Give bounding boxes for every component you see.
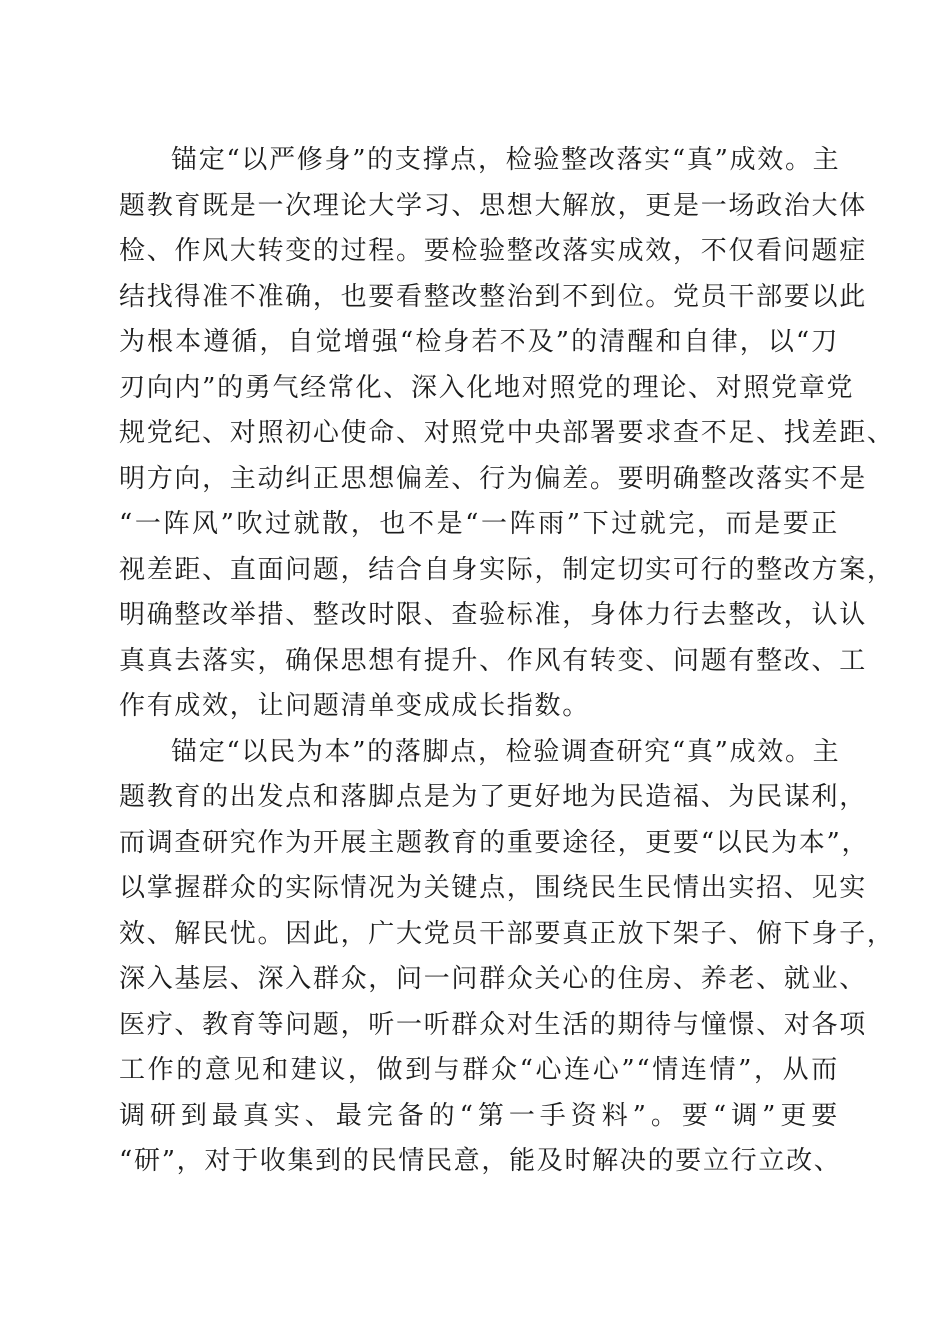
text-line: 锚定“以严修身”的支撑点，检验整改落实“真”成效。主 (171, 145, 841, 175)
text-line: 刃向内”的勇气经常化、深入化地对照党的理论、对照党章党 (119, 372, 855, 403)
document-body (119, 138, 895, 1185)
text-line: 真真去落实，确保思想有提升、作风有转变、问题有整改、工 (119, 645, 867, 676)
text-line: 视差距、直面问题，结合自身实际，制定切实可行的整改方案， (119, 554, 895, 585)
text-line: 作有成效，让问题清单变成成长指数。 (119, 691, 590, 721)
text-line: 深入基层、深入群众，问一问群众关心的住房、养老、就业、 (119, 964, 867, 994)
text-line: 题教育既是一次理论大学习、思想大解放，更是一场政治大体 (119, 190, 867, 221)
text-line: “一阵风”吹过就散，也不是“一阵雨”下过就完，而是要正 (119, 509, 839, 539)
text-line: 题教育的出发点和落脚点是为了更好地为民造福、为民谋利， (119, 782, 867, 812)
paragraph-2 (119, 730, 895, 1185)
text-line: 明方向，主动纠正思想偏差、行为偏差。要明确整改落实不是 (119, 463, 867, 494)
text-line: 而调查研究作为开展主题教育的重要途径，更要“以民为本”， (119, 827, 870, 858)
text-line: 以掌握群众的实际情况为关键点，围绕民生民情出实招、见实 (119, 873, 867, 903)
text-line: “研”，对于收集到的民情民意，能及时解决的要立行立改、 (119, 1146, 842, 1176)
text-line: 效、解民忧。因此，广大党员干部要真正放下架子、俯下身子， (119, 918, 895, 949)
text-line: 工作的意见和建议，做到与群众“心连心”“情连情”，从而 (119, 1055, 839, 1085)
text-line: 检、作风大转变的过程。要检验整改落实成效，不仅看问题症 (119, 236, 867, 266)
text-line: 医疗、教育等问题，听一听群众对生活的期待与憧憬、对各项 (119, 1009, 867, 1040)
text-line: 为根本遵循，自觉增强“检身若不及”的清醒和自律，以“刀 (119, 327, 839, 357)
text-line: 规党纪、对照初心使命、对照党中央部署要求查不足、找差距、 (119, 418, 895, 448)
text-line: 明确整改举措、整改时限、查验标准，身体力行去整改，认认 (119, 600, 867, 630)
paragraph-1 (119, 138, 895, 730)
text-line: 锚定“以民为本”的落脚点，检验调查研究“真”成效。主 (171, 736, 841, 767)
text-line: 结找得准不准确，也要看整改整治到不到位。党员干部要以此 (119, 281, 867, 312)
text-line: 调研到最真实、最完备的“第一手资料”。要“调”更要 (119, 1100, 839, 1131)
